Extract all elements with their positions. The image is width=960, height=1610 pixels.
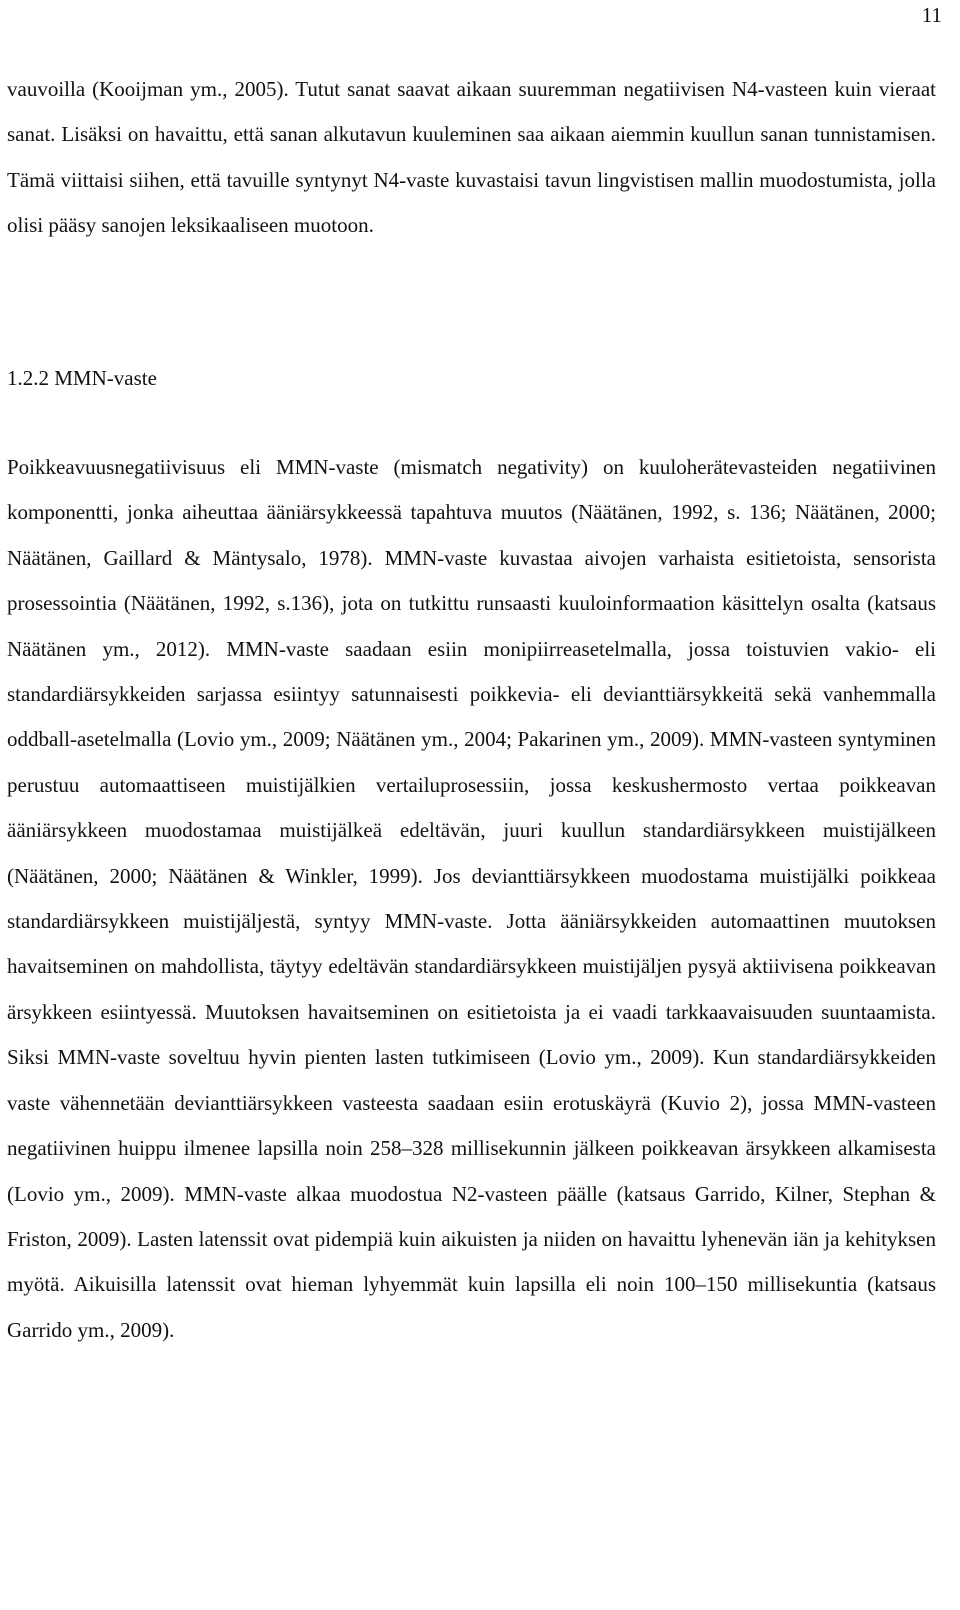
page-number: 11 — [921, 3, 942, 27]
paragraph-intro: vauvoilla (Kooijman ym., 2005). Tutut sanat saavat aikaan suuremman negatiivisen N4-vasteen kuin vieraat sanat. Lisäksi on havaittu, että sanan alkutavun kuuleminen saa aikaan aiemmin kuullun sanan tunnistamisen. Tämä viittaisi siihen, että tavuille syntynyt N4-vaste kuvastaisi tavun lingvistisen mallin muodostumista, jolla olisi pääsy sanojen leksikaaliseen muotoon. — [7, 77, 936, 238]
paragraph-mmn: Poikkeavuusnegatiivisuus eli MMN-vaste (mismatch negativity) on kuuloherätevasteiden negatiivinen komponentti, jonka aiheuttaa ääniärsykkeessä tapahtuva muutos (Näätänen, 1992, s. 136; Näätänen, 2000; Näätänen, Gaillard & Mäntysalo, 1978). MMN-vaste kuvastaa aivojen varhaista esitietoista, sensorista prosessointia (Näätänen, 1992, s.136), jota on tutkittu runsaasti kuuloinformaation käsittelyn osalta (katsaus Näätänen ym., 2012). MMN-vaste saadaan esiin monipiirreasetelmalla, jossa toistuvien vakio- eli standardiärsykkeiden sarjassa esiintyy satunnaisesti poikkevia- eli devianttiärsykkeitä sekä vanhemmalla oddball-asetelmalla (Lovio ym., 2009; Näätänen ym., 2004; Pakarinen ym., 2009). MMN-vasteen syntyminen perustuu automaattiseen muistijälkien vertailuprosessiin, jossa keskushermosto vertaa poikkeavan ääniärsykkeen muodostamaa muistijälkeä edeltävän, juuri kuullun standardiärsykkeen muistijälkeen (Näätänen, 2000; Näätänen & Winkler, 1999). Jos devianttiärsykkeen muodostama muistijälki poikkeaa standardiärsykkeen muistijäljestä, syntyy MMN-vaste. Jotta ääniärsykkeiden automaattinen muutoksen havaitseminen on mahdollista, täytyy edeltävän standardiärsykkeen muistijäljen pysyä aktiivisena poikkeavan ärsykkeen esiintyessä. Muutoksen havaitseminen on esitietoista ja ei vaadi tarkkaavaisuuden suuntaamista. Siksi MMN-vaste soveltuu hyvin pienten lasten tutkimiseen (Lovio ym., 2009). Kun standardiärsykkeiden vaste vähennetään devianttiärsykkeen vasteesta saadaan esiin erotuskäyrä (Kuvio 2), jossa MMN-vasteen negatiivinen huippu ilmenee lapsilla noin 258–328 millisekunnin jälkeen poikkeavan ärsykkeen alkamisesta (Lovio ym., 2009). MMN-vaste alkaa muodostua N2-vasteen päälle (katsaus Garrido, Kilner, Stephan & Friston, 2009). Lasten latenssit ovat pidempiä kuin aikuisten ja niiden on havaittu lyhenevän iän ja kehityksen myötä. Aikuisilla latenssit ovat hieman lyhyemmät kuin lapsilla eli noin 100–150 millisekuntia (katsaus Garrido ym., 2009). — [7, 455, 936, 1342]
section-heading: 1.2.2 MMN-vaste — [7, 366, 157, 390]
